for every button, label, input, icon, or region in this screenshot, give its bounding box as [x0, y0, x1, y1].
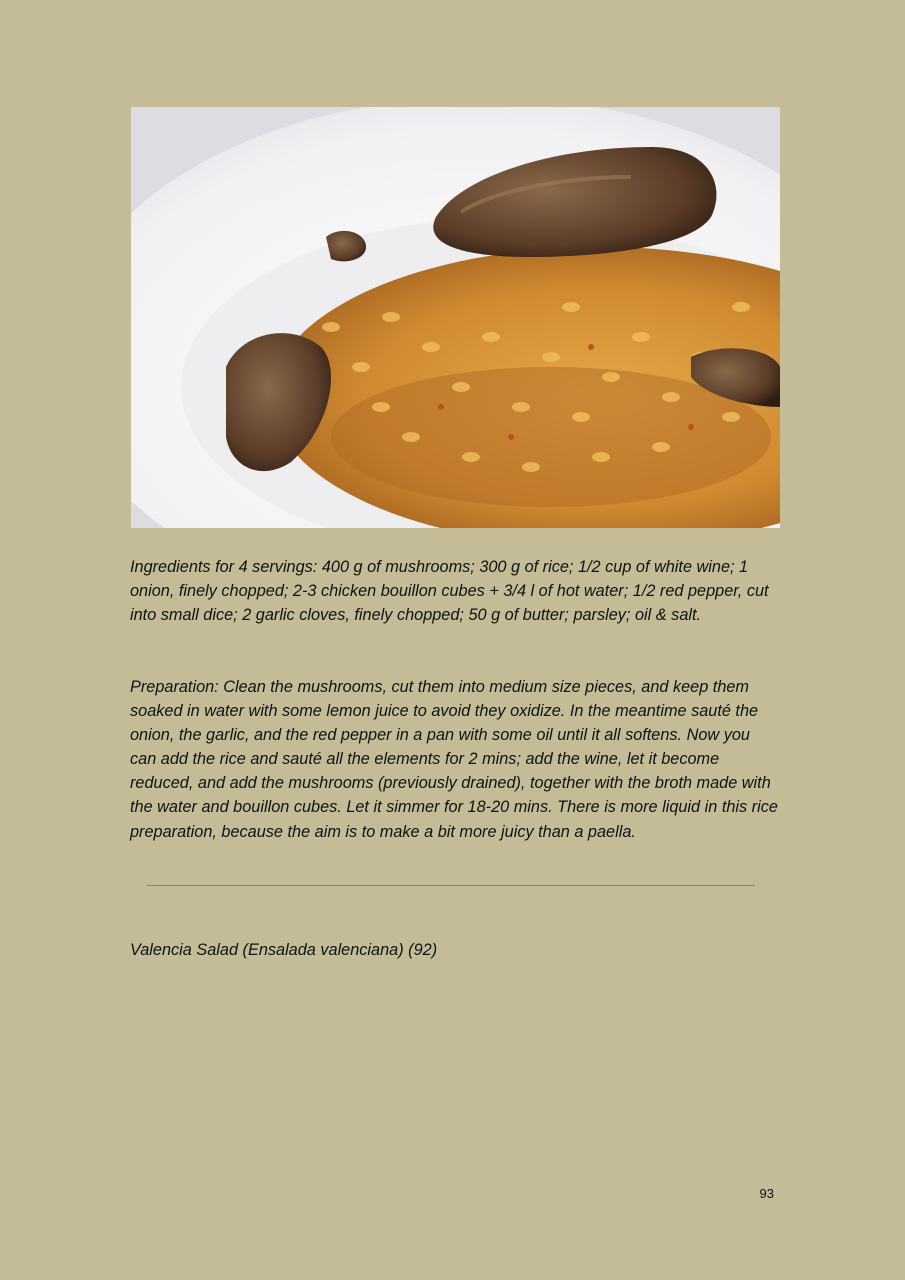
separator-line: [147, 885, 755, 886]
page-number: 93: [759, 1186, 774, 1201]
preparation-paragraph: Preparation: Clean the mushrooms, cut them into medium size pieces, and keep them soaked in water with some lemon juice to avoid they oxidize. In the meantime sauté the onion, the garlic, and the red pepper in a pan with some oil until it all softens. Now you can add the rice and sauté all the elements for 2 mins; add the wine, let it become reduced, and add the mushrooms (previously drained), together with the broth made with the water and bouillon cubes. Let it simmer for 18-20 mins. There is more liquid in this rice preparation, because the aim is to make a bit more juicy than a paella.: [130, 678, 778, 841]
rice-mushroom-photo: [131, 107, 780, 528]
next-recipe-title: Valencia Salad (Ensalada valenciana) (92): [130, 941, 438, 959]
ingredients-paragraph: Ingredients for 4 servings: 400 g of mushrooms; 300 g of rice; 1/2 cup of white wine; 1 onion, finely chopped; 2-3 chicken bouillon cubes + 3/4 l of hot water; 1/2 red pepper, cut into small dice; 2 garlic cloves, finely chopped; 50 g of butter; parsley; oil & salt.: [130, 558, 769, 625]
rice-dish-illustration: [131, 107, 780, 528]
